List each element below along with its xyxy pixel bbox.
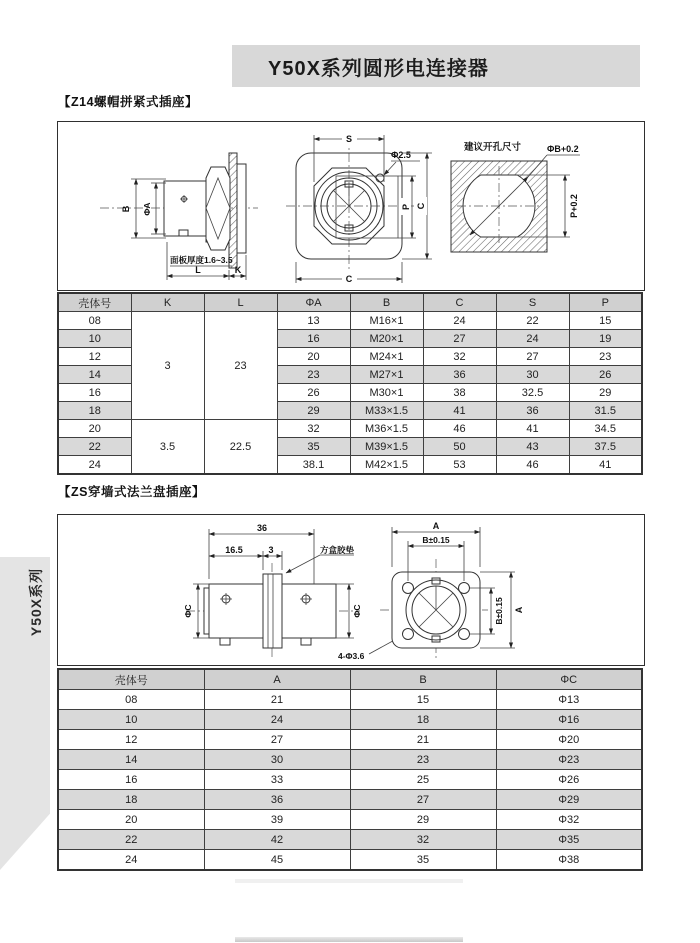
table-cell: M42×1.5 xyxy=(350,456,423,475)
column-header: ΦC xyxy=(496,669,642,690)
table-cell: 46 xyxy=(423,420,496,438)
table-cell: 53 xyxy=(423,456,496,475)
footer-bar xyxy=(235,937,463,942)
dim-label-k: K xyxy=(234,265,242,275)
z14-dimension-table xyxy=(57,292,643,475)
table-cell: 32 xyxy=(423,348,496,366)
table-row xyxy=(58,810,642,830)
table-cell: 10 xyxy=(58,330,131,348)
table-cell: 26 xyxy=(277,384,350,402)
table-cell: 18 xyxy=(350,710,496,730)
dim-label-b-top: B±0.15 xyxy=(422,535,450,545)
table-cell: 12 xyxy=(58,730,204,750)
table-cell: 22.5 xyxy=(204,420,277,475)
flange-front-view xyxy=(380,521,524,661)
table-row xyxy=(58,830,642,850)
table-cell: 45 xyxy=(204,850,350,871)
dim-label-s: S xyxy=(345,134,353,144)
table-cell: Φ38 xyxy=(496,850,642,871)
table-cell: 13 xyxy=(277,312,350,330)
column-header: B xyxy=(350,669,496,690)
table-cell: 16 xyxy=(58,384,131,402)
dim-label-phi-c-right: ΦC xyxy=(352,604,362,618)
table-row xyxy=(58,690,642,710)
gasket-note: 方盒胶垫 xyxy=(320,545,355,555)
table-cell: 14 xyxy=(58,750,204,770)
section2-heading: 【ZS穿墙式法兰盘插座】 xyxy=(58,485,205,499)
front-view xyxy=(286,132,432,284)
table-cell: 25 xyxy=(350,770,496,790)
table-cell: 12 xyxy=(58,348,131,366)
column-header: P xyxy=(569,293,642,312)
table-cell: 24 xyxy=(496,330,569,348)
table-cell: 19 xyxy=(569,330,642,348)
column-header: ΦA xyxy=(277,293,350,312)
table-cell: 18 xyxy=(58,790,204,810)
table-cell: 41 xyxy=(423,402,496,420)
table-cell: M24×1 xyxy=(350,348,423,366)
column-header: B xyxy=(350,293,423,312)
table-cell: M33×1.5 xyxy=(350,402,423,420)
table-cell: Φ35 xyxy=(496,830,642,850)
table-cell: 18 xyxy=(58,402,131,420)
cutout-dia-label: ΦB+0.2 xyxy=(547,144,579,154)
table-cell: 27 xyxy=(496,348,569,366)
page-title: Y50X系列圆形电连接器 xyxy=(268,57,489,80)
table-cell: 3.5 xyxy=(131,420,204,475)
dim-label-b: B xyxy=(121,205,131,213)
section1-drawing-box xyxy=(57,121,645,291)
column-header: 壳体号 xyxy=(58,669,204,690)
table-row xyxy=(58,730,642,750)
column-header: S xyxy=(496,293,569,312)
cutout-p-label: P+0.2 xyxy=(569,194,579,218)
dim-label-phi-c-left: ΦC xyxy=(183,604,193,618)
footer-faint-bar xyxy=(235,879,463,883)
table-row xyxy=(58,770,642,790)
table-header-row xyxy=(58,293,642,312)
flange-side-view xyxy=(183,523,400,661)
dim-label-16-5: 16.5 xyxy=(225,545,243,555)
table-cell: 32 xyxy=(277,420,350,438)
table-cell: 24 xyxy=(58,850,204,871)
table-cell: 10 xyxy=(58,710,204,730)
table-cell: Φ20 xyxy=(496,730,642,750)
table-row xyxy=(58,750,642,770)
table-cell: 22 xyxy=(496,312,569,330)
dim-label-p: P xyxy=(401,203,411,211)
section1-heading: 【Z14螺帽拼紧式插座】 xyxy=(58,95,199,109)
dim-label-3: 3 xyxy=(268,545,274,555)
table-cell: 32.5 xyxy=(496,384,569,402)
table-cell: 27 xyxy=(204,730,350,750)
table-cell: 35 xyxy=(350,850,496,871)
dim-label-a-top: A xyxy=(432,521,440,531)
dim-label-36: 36 xyxy=(256,523,268,533)
table-cell: 46 xyxy=(496,456,569,475)
section2-drawing-box xyxy=(57,514,645,666)
table-cell: M39×1.5 xyxy=(350,438,423,456)
table-cell: 31.5 xyxy=(569,402,642,420)
table-cell: 16 xyxy=(58,770,204,790)
table-cell: 32 xyxy=(350,830,496,850)
table-cell: 14 xyxy=(58,366,131,384)
table-cell: 24 xyxy=(423,312,496,330)
table-cell: 26 xyxy=(569,366,642,384)
table-row xyxy=(58,850,642,871)
table-cell: 37.5 xyxy=(569,438,642,456)
table-cell: 21 xyxy=(350,730,496,750)
table-cell: Φ23 xyxy=(496,750,642,770)
table-row xyxy=(58,420,642,438)
table-row xyxy=(58,312,642,330)
corner-holes-callout: 4-Φ3.6 xyxy=(338,651,365,661)
dim-label-b-right: B±0.15 xyxy=(494,597,504,625)
table-cell: 36 xyxy=(423,366,496,384)
table-row xyxy=(58,790,642,810)
table-cell: 34.5 xyxy=(569,420,642,438)
table-cell: 36 xyxy=(204,790,350,810)
table-cell: M36×1.5 xyxy=(350,420,423,438)
table-cell: 23 xyxy=(350,750,496,770)
table-cell: 38.1 xyxy=(277,456,350,475)
table-cell: 50 xyxy=(423,438,496,456)
zs-dimension-table xyxy=(57,668,643,871)
panel-thickness-note: 面板厚度1.6~3.5 xyxy=(170,255,233,265)
side-view xyxy=(100,153,258,280)
column-header: C xyxy=(423,293,496,312)
cutout-view xyxy=(451,141,580,252)
table-cell: 20 xyxy=(58,810,204,830)
table-cell: 23 xyxy=(569,348,642,366)
table-cell: 3 xyxy=(131,312,204,420)
z14-technical-drawing xyxy=(58,122,644,290)
dim-label-a-right: A xyxy=(514,606,524,614)
dim-label-phi-a: ΦA xyxy=(142,202,152,216)
table-cell: 22 xyxy=(58,438,131,456)
table-cell: M30×1 xyxy=(350,384,423,402)
table-header-row xyxy=(58,669,642,690)
table-cell: 35 xyxy=(277,438,350,456)
hole-callout: Φ2.5 xyxy=(391,150,411,160)
table-cell: 41 xyxy=(496,420,569,438)
table-cell: 22 xyxy=(58,830,204,850)
table-cell: M20×1 xyxy=(350,330,423,348)
table-cell: Φ16 xyxy=(496,710,642,730)
page-title-bar xyxy=(232,45,640,87)
table-cell: 39 xyxy=(204,810,350,830)
table-cell: 29 xyxy=(350,810,496,830)
table-cell: M27×1 xyxy=(350,366,423,384)
table-cell: 23 xyxy=(277,366,350,384)
table-cell: Φ29 xyxy=(496,790,642,810)
table-cell: 42 xyxy=(204,830,350,850)
dim-label-c-bottom: C xyxy=(345,274,353,284)
table-cell: 29 xyxy=(277,402,350,420)
table-cell: Φ32 xyxy=(496,810,642,830)
table-cell: 30 xyxy=(496,366,569,384)
table-cell: 38 xyxy=(423,384,496,402)
column-header: L xyxy=(204,293,277,312)
table-cell: 29 xyxy=(569,384,642,402)
table-cell: 20 xyxy=(58,420,131,438)
table-cell: 41 xyxy=(569,456,642,475)
table-cell: 33 xyxy=(204,770,350,790)
table-cell: 27 xyxy=(423,330,496,348)
table-cell: 30 xyxy=(204,750,350,770)
table-cell: 23 xyxy=(204,312,277,420)
table-cell: 08 xyxy=(58,690,204,710)
table-cell: 15 xyxy=(569,312,642,330)
table-cell: 24 xyxy=(58,456,131,475)
table-cell: 24 xyxy=(204,710,350,730)
cutout-title: 建议开孔尺寸 xyxy=(464,142,522,153)
column-header: A xyxy=(204,669,350,690)
table-cell: 16 xyxy=(277,330,350,348)
column-header: 壳体号 xyxy=(58,293,131,312)
table-row xyxy=(58,710,642,730)
table-cell: 21 xyxy=(204,690,350,710)
dim-label-l: L xyxy=(195,265,201,275)
zs-technical-drawing xyxy=(58,515,644,665)
table-cell: 20 xyxy=(277,348,350,366)
table-cell: 36 xyxy=(496,402,569,420)
table-cell: 43 xyxy=(496,438,569,456)
table-cell: 08 xyxy=(58,312,131,330)
table-cell: M16×1 xyxy=(350,312,423,330)
dim-label-c-right: C xyxy=(416,202,426,210)
table-cell: Φ13 xyxy=(496,690,642,710)
table-cell: 15 xyxy=(350,690,496,710)
column-header: K xyxy=(131,293,204,312)
table-cell: Φ26 xyxy=(496,770,642,790)
series-side-tab-label: Y50X系列 xyxy=(28,567,44,637)
table-cell: 27 xyxy=(350,790,496,810)
